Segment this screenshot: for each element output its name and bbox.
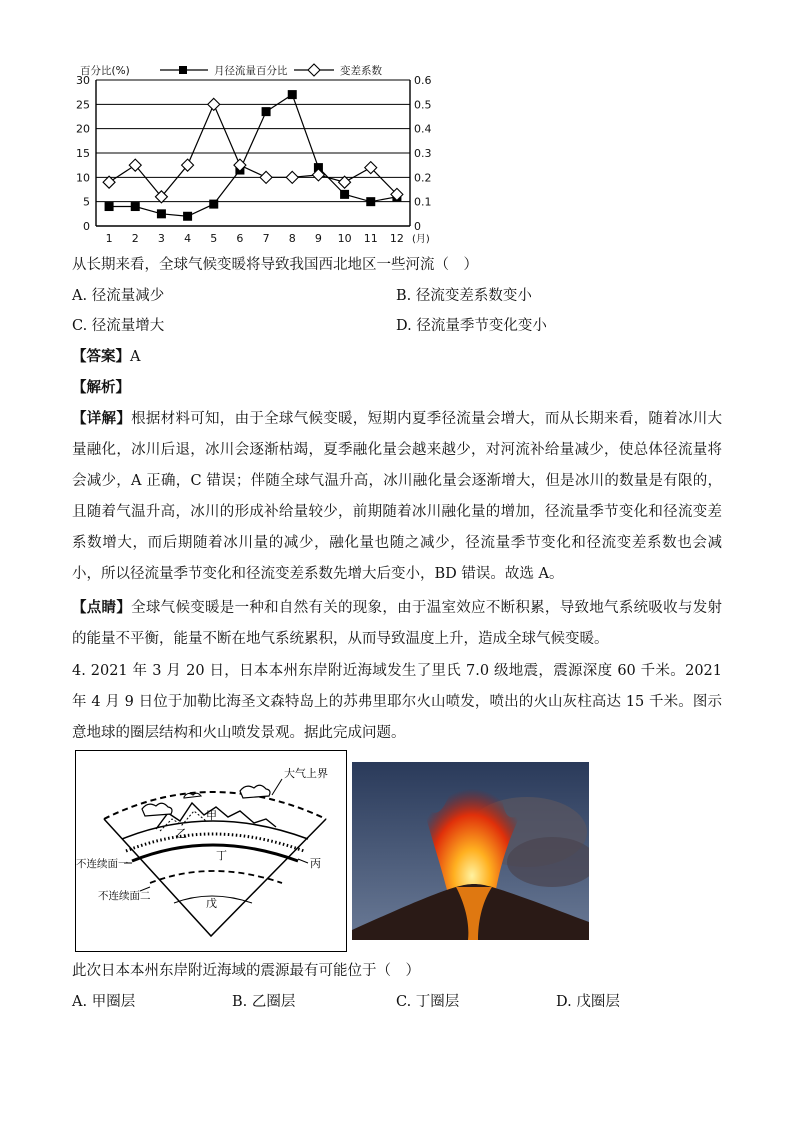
y-right-tick-label: 0.2: [414, 171, 432, 185]
point-runoff: [157, 209, 166, 218]
y-right-tick-label: 0.1: [414, 195, 432, 209]
point-runoff: [340, 190, 349, 199]
x-unit-label: (月): [412, 234, 430, 245]
label-bing: 丙: [310, 857, 321, 870]
legend-label-runoff: 月径流量百分比: [214, 65, 288, 77]
x-tick-label: 7: [262, 232, 270, 245]
y-right-tick-label: 0.3: [414, 147, 432, 160]
x-tick-label: 2: [131, 232, 139, 245]
y-left-tick-label: 0: [83, 220, 90, 233]
q3-option-c[interactable]: C. 径流量增大: [72, 318, 165, 334]
y-right-tick-label: 0: [414, 220, 421, 233]
point-variation: [260, 171, 272, 183]
point-runoff: [131, 202, 140, 211]
point-variation: [286, 171, 298, 183]
q4-option-a[interactable]: A. 甲圈层: [72, 994, 136, 1010]
point-runoff: [288, 90, 297, 99]
q4-option-b[interactable]: B. 乙圈层: [232, 994, 296, 1010]
point-runoff: [366, 197, 375, 206]
answer-value: A: [130, 349, 141, 365]
q3-answer-line: [72, 341, 722, 373]
x-tick-label: 12: [389, 232, 404, 245]
q4-option-d[interactable]: D. 戊圈层: [556, 994, 620, 1010]
y-left-tick-label: 5: [83, 195, 90, 209]
y-left-tick-label: 20: [76, 122, 90, 136]
legend-marker-variation: [308, 64, 320, 76]
legend-marker-runoff: [179, 66, 187, 74]
x-tick-label: 5: [210, 232, 218, 245]
label-ding: 丁: [216, 849, 227, 862]
q3-analysis-line: [72, 372, 722, 404]
q3-stem: 从长期来看，全球气候变暖将导致我国西北地区一些河流（ ）: [72, 257, 478, 273]
chart-layer: [76, 64, 432, 245]
label-upper-atmosphere: 大气上界: [284, 767, 328, 780]
point-variation: [103, 176, 115, 188]
q4-option-c[interactable]: C. 丁圈层: [396, 994, 460, 1010]
label-wu: 戊: [206, 897, 217, 910]
x-tick-label: 10: [337, 232, 352, 245]
label-discontinuity-two: 不连续面二: [98, 890, 151, 902]
q3-option-d[interactable]: D. 径流量季节变化变小: [396, 318, 547, 334]
q4-stem: 此次日本本州东岸附近海域的震源最有可能位于（ ）: [72, 963, 420, 979]
comment-text: 全球气候变暖是一种和自然有关的现象，由于温室效应不断积累，导致地气系统吸收与发射的能量不平衡，能量不断在地气系统累积，从而导致温度上升，造成全球气候变暖。: [72, 600, 723, 647]
x-tick-label: 3: [157, 232, 165, 245]
analysis-tag: 【解析】: [72, 379, 130, 396]
x-tick-label: 4: [184, 232, 192, 245]
y-left-tick-label: 10: [76, 171, 90, 185]
x-tick-label: 9: [314, 232, 322, 245]
point-runoff: [105, 202, 114, 211]
q3-option-a[interactable]: A. 径流量减少: [72, 288, 165, 304]
earth-sphere-diagram: [75, 750, 347, 952]
point-variation: [208, 98, 220, 110]
x-tick-label: 11: [363, 232, 378, 245]
point-runoff: [183, 212, 192, 221]
x-tick-label: 1: [105, 232, 113, 245]
y-right-tick-label: 0.4: [414, 122, 432, 136]
x-tick-label: 8: [288, 232, 296, 245]
q3-comment: [72, 592, 722, 655]
series-line-runoff: [109, 95, 397, 217]
label-yi: 乙: [176, 827, 187, 840]
comment-tag: 【点睛】: [72, 599, 132, 616]
q3-option-b[interactable]: B. 径流变差系数变小: [396, 288, 532, 304]
point-runoff: [209, 200, 218, 209]
legend-label-variation: 变差系数: [340, 65, 382, 77]
y-right-tick-label: 0.6: [414, 74, 432, 87]
detail-tag: 【详解】: [72, 410, 132, 427]
q4-intro: 4. 2021 年 3 月 20 日，日本本州东岸附近海域发生了里氏 7.0 级地震，震源深度 60 千米。2021 年 4 月 9 日位于加勒比海圣文森特岛上的苏弗里耶尔火山喷发，喷出的火山灰柱高达 15 千米。图示意地球的圈层结构和火山喷发景观。据此完成问题。: [72, 663, 722, 741]
y-left-tick-label: 25: [76, 98, 90, 112]
y-left-tick-label: 30: [76, 74, 90, 87]
runoff-chart: [68, 60, 448, 250]
y-right-tick-label: 0.5: [414, 98, 432, 112]
legend-left-label: 百分比(%): [80, 65, 130, 77]
q3-detail: [72, 403, 722, 590]
label-jia: 甲: [206, 809, 217, 822]
series-line-variation: [109, 104, 397, 196]
y-left-tick-label: 15: [76, 147, 90, 160]
label-discontinuity-one: 不连续面一: [76, 858, 129, 870]
volcano-eruption-photo: [352, 762, 589, 940]
detail-text: 根据材料可知，由于全球气候变暖，短期内夏季径流量会增大，而从长期来看，随着冰川大量融化，冰川后退，冰川会逐渐枯竭，夏季融化量会越来越少，对河流补给量减少，使总体径流量将会减少，A 正确，C 错误；伴随全球气温升高，冰川融化量会逐渐增大，但是冰川的数量是有限的，且随着气温升高，冰川的形成补给量较少，前期随着冰川融化量的增加，径流量季节变化和径流变差系数增大，而后期随着冰川量的减少，融化量也随之减少，径流量季节变化和径流变差系数也会减小，所以径流量季节变化和径流变差系数先增大后变小，BD 错误。故选 A。: [72, 411, 723, 582]
answer-tag: 【答案】: [72, 348, 130, 365]
x-tick-label: 6: [236, 232, 244, 245]
point-variation: [339, 176, 351, 188]
point-runoff: [262, 107, 271, 116]
